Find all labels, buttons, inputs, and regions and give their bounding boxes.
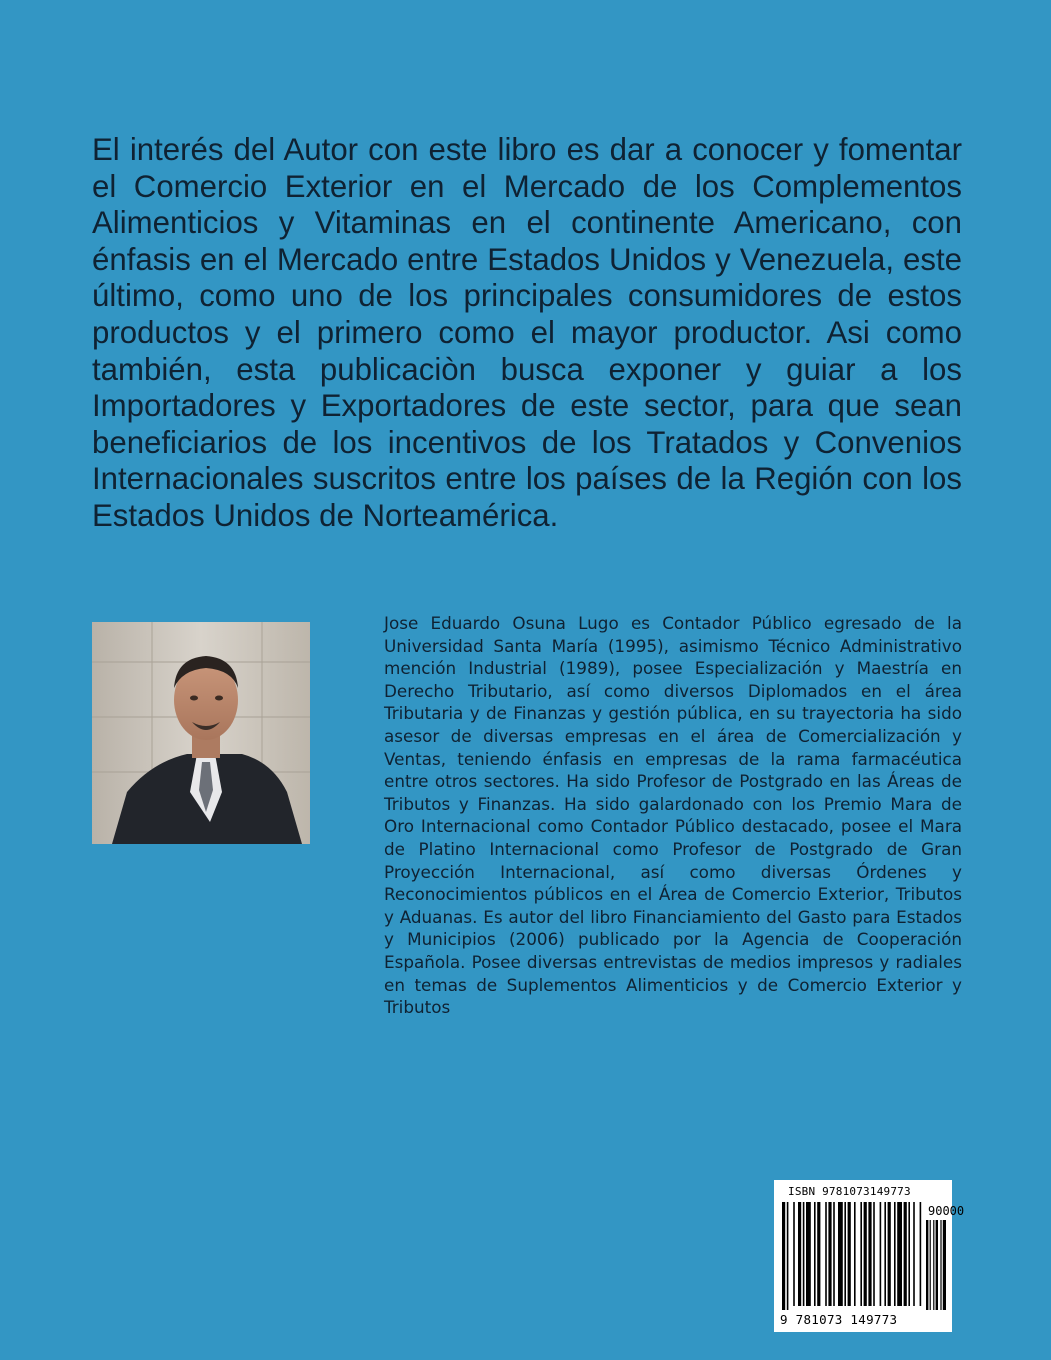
isbn-label: ISBN 9781073149773 xyxy=(788,1185,911,1198)
barcode-bars xyxy=(780,1202,946,1312)
author-photo xyxy=(92,622,310,844)
author-bio: Jose Eduardo Osuna Lugo es Contador Público egresado de la Universidad Santa María (1995), asimismo Técnico Administrativo mención Industrial (1989), posee Especialización y Maestría en Derecho Tributario, así como diversos Diplomados en el área Tributaria y de Finanzas y gestión pública, en su trayectoria ha sido asesor de diversas empresas en el área de Comercialización y Ventas, teniendo énfasis en empresas de la rama farmacéutica entre otros sectores. Ha sido Profesor de Postgrado en las Áreas de Tributos y Finanzas. Ha sido galardonado con los Premio Mara de Oro Internacional como Contador Público destacado, posee el Mara de Platino Internacional como Profesor de Postgrado de Gran Proyección Internacional, así como diversas Órdenes y Reconocimientos públicos en el Área de Comercio Exterior, Tributos y Aduanas. Es autor del libro Financiamiento del Gasto para Estados y Municipios (2006) publicado por la Agencia de Cooperación Española. Posee diversas entrevistas de medios impresos y radiales en temas de Suplementos Alimenticios y de Comercio Exterior y Tributos xyxy=(384,613,962,1018)
back-cover-blurb: El interés del Autor con este libro es dar a conocer y fomentar el Comercio Exterior en el Mercado de los Complementos Alimenticios y Vitaminas en el continente Americano, con énfasis en el Mercado entre Estados Unidos y Venezuela, este último, como uno de los principales consumidores de estos productos y el primero como el mayor productor. Asi como también, esta publicaciòn busca exponer y guiar a los Importadores y Exportadores de este sector, para que sean beneficiarios de los incentivos de los Tratados y Convenios Internacionales suscritos entre los países de la Región con los Estados Unidos de Norteamérica. xyxy=(92,132,962,533)
barcode-addon: 90000 xyxy=(928,1204,965,1218)
barcode-digits: 9 781073 149773 xyxy=(780,1312,898,1327)
isbn-barcode xyxy=(774,1180,965,1332)
